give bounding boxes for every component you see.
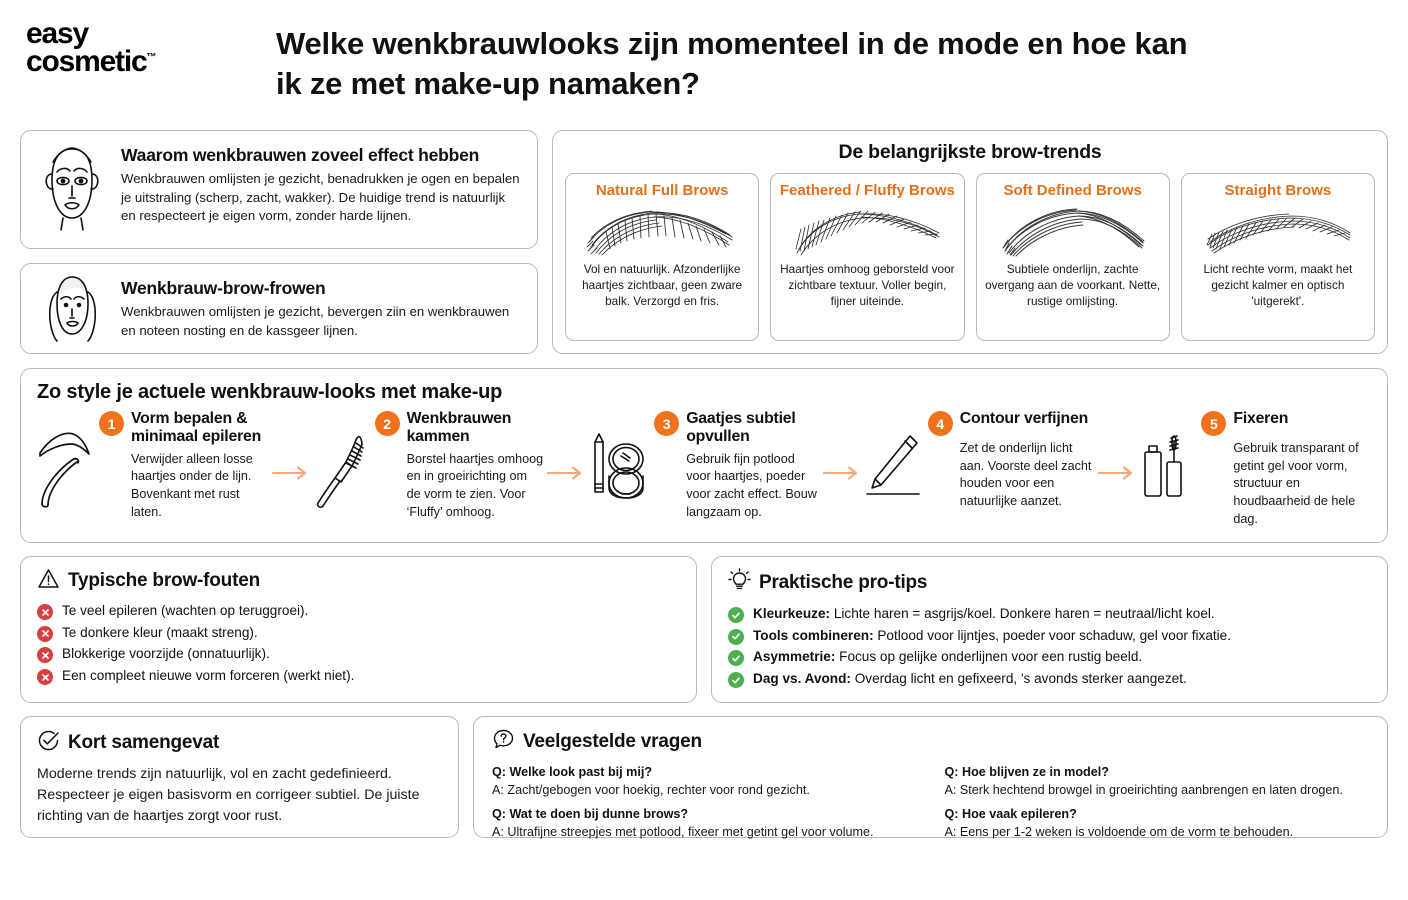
check-circle-icon: [728, 672, 744, 688]
pencil-powder-icon: [588, 410, 648, 521]
mistake-text: Te veel epileren (wachten op teruggroei).: [62, 603, 309, 619]
mistake-text: Blokkerige voorzijde (onnatuurlijk).: [62, 646, 270, 662]
trend-card-title: Soft Defined Brows: [1003, 182, 1142, 199]
step-arrow-icon: [544, 410, 588, 480]
mistake-item: [37, 623, 680, 644]
tips-panel-head: [728, 568, 1371, 597]
tip-label: Asymmetrie:: [753, 649, 836, 665]
info-card-text: Wenkbrauwen omlijsten je gezicht, bevergen ziin en wenkbrauwen en noteen nosting en de kassgeer lijnen.: [121, 304, 510, 338]
brand-logo-line2: cosmetic: [26, 44, 147, 78]
brow-straight-icon: [1198, 201, 1358, 257]
spoolie-brush-icon: [313, 410, 369, 521]
error-circle-icon: [37, 604, 53, 620]
faq-panel-head: [492, 728, 1371, 756]
tip-item: [728, 669, 1371, 690]
summary-panel: [20, 716, 459, 838]
page-header: [0, 0, 1408, 130]
step-number-badge: 2: [375, 411, 400, 436]
brow-gel-icon: [1139, 410, 1195, 528]
step-head: [99, 410, 269, 447]
check-circle-icon: [728, 650, 744, 666]
tips-panel-title: Praktische pro-tips: [759, 571, 928, 593]
trend-card[interactable]: [976, 173, 1170, 341]
mistakes-panel-title: Typische brow-fouten: [68, 570, 260, 592]
step-item[interactable]: [313, 410, 545, 521]
faq-columns: [492, 763, 1371, 846]
step-main: [99, 410, 269, 521]
tip-text: Focus op gelijke onderlijnen voor een rustig beeld.: [835, 649, 1143, 665]
trend-card[interactable]: [770, 173, 964, 341]
page-title-line2: ik ze met make-up namaken?: [276, 65, 700, 101]
warning-triangle-icon: [37, 568, 60, 594]
brow-natural-full-icon: [582, 201, 742, 257]
summary-text: Moderne trends zijn natuurlijk, vol en zacht gedefinieerd. Respecteer je eigen basisvorm en corrigeer subtiel. De juiste richting van de haartjes zorgt voor rust.: [37, 766, 420, 824]
step-main: [375, 410, 545, 521]
tip-label: Dag vs. Avond:: [753, 671, 851, 687]
page-title: [276, 14, 1187, 103]
error-circle-icon: [37, 669, 53, 685]
faq-answer: A: Ultrafijne streepjes met potlood, fixeer met getint gel voor volume.: [492, 824, 874, 839]
faq-answer: A: Eens per 1-2 weken is voldoende om de vorm te behouden.: [944, 824, 1294, 839]
info-card-brow-frown: [20, 263, 538, 354]
mistake-item: [37, 601, 680, 622]
row-intro-trends: [0, 130, 1408, 354]
summary-panel-title: Kort samengevat: [68, 732, 220, 754]
info-card-text: Wenkbrauwen omlijsten je gezicht, benadrukken je ogen en bepalen je uitstraling (scherp, zacht, wakker). De huidige trend is natuurlijk en respecteert je eigen vorm, zonder harde lijnen.: [121, 171, 520, 224]
step-head: [1201, 410, 1371, 436]
face-front-icon: [35, 144, 109, 235]
step-title: Vorm bepalen & minimaal epileren: [131, 410, 262, 446]
faq-question: Q: Hoe blijven ze in model?: [944, 765, 1109, 780]
tip-label: Tools combineren:: [753, 627, 874, 643]
tips-panel: [711, 556, 1388, 703]
step-head: [654, 410, 820, 447]
brow-feathered-fluffy-icon: [787, 201, 947, 257]
summary-panel-head: [37, 729, 442, 757]
trend-card-title: Feathered / Fluffy Brows: [779, 182, 955, 199]
brand-logo-line1: easy: [26, 17, 88, 50]
step-item[interactable]: [864, 410, 1096, 511]
faq-column-left: [492, 763, 919, 846]
step-main: [654, 410, 820, 521]
step-arrow-icon: [820, 410, 864, 480]
info-card-title: Waarom wenkbrauwen zoveel effect hebben: [121, 145, 480, 165]
step-title: Gaatjes subtiel opvullen: [686, 410, 796, 446]
brand-logo: [26, 14, 276, 76]
mistake-text: Een compleet nieuwe vorm forceren (werkt niet).: [62, 668, 355, 684]
tip-text: Overdag licht en gefixeerd, 's avonds sterker aangezet.: [850, 671, 1187, 687]
trends-grid: [565, 173, 1375, 341]
step-arrow-icon: [269, 410, 313, 480]
row-summary-faq: [0, 703, 1408, 838]
page-title-line1: Welke wenkbrauwlooks zijn momenteel in de mode en hoe kan: [276, 26, 1188, 61]
step-main: [1201, 410, 1371, 528]
step-arrow-icon: [1095, 410, 1139, 480]
trend-card-desc: Subtiele onderlijn, zachte overgang aan de voorkant. Nette, rustige omlijsting.: [985, 262, 1161, 309]
row-mistakes-tips: [0, 543, 1408, 703]
trend-card[interactable]: [565, 173, 759, 341]
faq-column-right: [945, 763, 1372, 846]
trademark-symbol: ™: [146, 51, 157, 63]
trend-card-desc: Haartjes omhoog geborsteld voor zichtbare textuur. Voller begin, fijner uiteinde.: [780, 262, 955, 309]
trends-panel-title: De belangrijkste brow-trends: [838, 141, 1102, 163]
mistakes-panel: [20, 556, 697, 703]
check-circle-icon: [728, 607, 744, 623]
steps-row: [37, 410, 1371, 528]
step-item[interactable]: [1139, 410, 1371, 528]
trend-card[interactable]: [1181, 173, 1375, 341]
faq-panel-title: Veelgestelde vragen: [523, 731, 702, 753]
step-desc: Gebruik fijn potlood voor haartjes, poeder voor zacht effect. Bouw langzaam op.: [686, 451, 817, 519]
check-circle-outline-icon: [37, 729, 60, 757]
steps-panel: [20, 368, 1388, 543]
step-title: Fixeren: [1233, 410, 1289, 427]
angled-pencil-icon: [864, 410, 922, 511]
step-desc: Verwijder alleen losse haartjes onder de lijn. Bovenkant met rust laten.: [131, 451, 253, 519]
mistake-text: Te donkere kleur (maakt streng).: [62, 624, 258, 640]
step-desc: Gebruik transparant of getint gel voor vorm, structuur en houdbaarheid de hele dag.: [1233, 441, 1359, 526]
step-desc: Borstel haartjes omhoog en in groeirichting om de vorm te zien. Voor ‘Fluffy’ omhoog.: [406, 451, 544, 519]
step-number-badge: 5: [1201, 411, 1226, 436]
info-card-body: [121, 144, 523, 235]
faq-question: Q: Hoe vaak epileren?: [944, 806, 1077, 821]
info-card-body: [121, 277, 523, 340]
faq-answer: A: Sterk hechtend browgel in groeirichting aanbrengen en laten drogen.: [944, 783, 1343, 798]
faq-question: Q: Welke look past bij mij?: [492, 765, 653, 780]
tip-item: [728, 647, 1371, 668]
trend-card-desc: Vol en natuurlijk. Afzonderlijke haartjes zichtbaar, geen zware balk. Verzorgd en fris.: [582, 262, 743, 309]
step-desc: Zet de onderlijn licht aan. Voorste deel zacht houden voor een natuurlijke aanzet.: [959, 441, 1092, 508]
tip-item: [728, 626, 1371, 647]
faq-answer: A: Zacht/gebogen voor hoekig, rechter voor rond gezicht.: [492, 783, 810, 798]
brow-soft-defined-icon: [993, 201, 1153, 257]
lightbulb-icon: [728, 568, 751, 597]
mistakes-panel-head: [37, 568, 680, 594]
trends-panel: [552, 130, 1388, 354]
step-item[interactable]: [37, 410, 269, 521]
tip-text: Lichte haren = asgrijs/koel. Donkere haren = neutraal/licht koel.: [830, 606, 1215, 622]
step-main: [928, 410, 1096, 511]
info-card-why-brows: [20, 130, 538, 249]
step-number-badge: 4: [928, 411, 953, 436]
error-circle-icon: [37, 647, 53, 663]
face-hair-icon: [35, 277, 109, 340]
step-head: [375, 410, 545, 447]
intro-cards-column: [20, 130, 538, 354]
steps-panel-title: Zo style je actuele wenkbrauw-looks met make-up: [37, 381, 503, 403]
step-number-badge: 3: [654, 411, 679, 436]
mistake-item: [37, 666, 680, 687]
check-circle-icon: [728, 629, 744, 645]
step-number-badge: 1: [99, 411, 124, 436]
error-circle-icon: [37, 626, 53, 642]
tip-item: [728, 604, 1371, 625]
faq-question: Q: Wat te doen bij dunne brows?: [492, 806, 689, 821]
step-title: Contour verfijnen: [959, 410, 1089, 427]
tip-label: Kleurkeuze:: [753, 606, 831, 622]
step-head: [928, 410, 1096, 436]
trend-card-title: Straight Brows: [1224, 182, 1332, 199]
step-item[interactable]: [588, 410, 820, 521]
mistake-item: [37, 644, 680, 665]
question-bubble-icon: [492, 728, 515, 756]
info-card-title: Wenkbrauw-brow-frowen: [121, 278, 326, 298]
trend-card-desc: Licht rechte vorm, maakt het gezicht kalmer en optisch 'uitgerekt'.: [1203, 262, 1353, 309]
tip-text: Potlood voor lijntjes, poeder voor schaduw, gel voor fixatie.: [873, 627, 1232, 643]
trend-card-title: Natural Full Brows: [595, 182, 729, 199]
tweezers-brow-icon: [37, 410, 93, 521]
faq-panel: [473, 716, 1388, 838]
step-title: Wenkbrauwen kammen: [406, 410, 512, 446]
